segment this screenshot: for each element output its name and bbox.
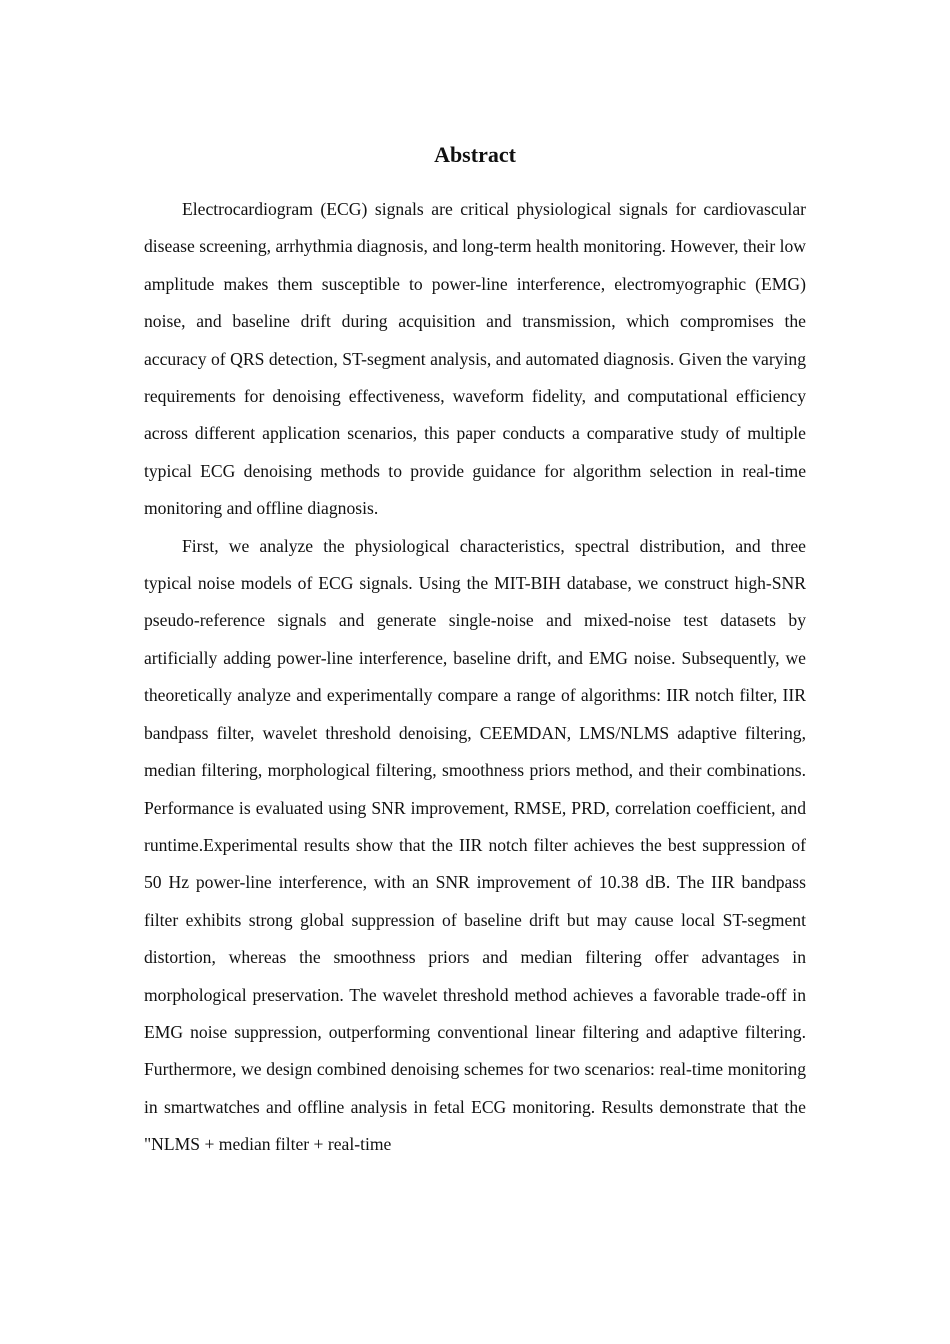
abstract-body <box>144 191 806 1164</box>
abstract-paragraph-1: Electrocardiogram (ECG) signals are critical physiological signals for cardiovascular disease screening, arrhythmia diagnosis, and long-term health monitoring. However, their low amplitude makes them susceptible to power-line interference, electromyographic (EMG) noise, and baseline drift during acquisition and transmission, which compromises the accuracy of QRS detection, ST-segment analysis, and automated diagnosis. Given the varying requirements for denoising effectiveness, waveform fidelity, and computational efficiency across different application scenarios, this paper conducts a comparative study of multiple typical ECG denoising methods to provide guidance for algorithm selection in real-time monitoring and offline diagnosis. <box>144 199 806 519</box>
abstract-paragraph-2: First, we analyze the physiological characteristics, spectral distribution, and three typical noise models of ECG signals. Using the MIT-BIH database, we construct high-SNR pseudo-reference signals and generate single-noise and mixed-noise test datasets by artificially adding power-line interference, baseline drift, and EMG noise. Subsequently, we theoretically analyze and experimentally compare a range of algorithms: IIR notch filter, IIR bandpass filter, wavelet threshold denoising, CEEMDAN, LMS/NLMS adaptive filtering, median filtering, morphological filtering, smoothness priors method, and their combinations. Performance is evaluated using SNR improvement, RMSE, PRD, correlation coefficient, and runtime.Experimental results show that the IIR notch filter achieves the best suppression of 50 Hz power-line interference, with an SNR improvement of 10.38 dB. The IIR bandpass filter exhibits strong global suppression of baseline drift but may cause local ST-segment distortion, whereas the smoothness priors and median filtering offer advantages in morphological preservation. The wavelet threshold method achieves a favorable trade-off in EMG noise suppression, outperforming conventional linear filtering and adaptive filtering. Furthermore, we design combined denoising schemes for two scenarios: real-time monitoring in smartwatches and offline analysis in fetal ECG monitoring. Results demonstrate that the "NLMS + median filter + real-time <box>144 535 806 1155</box>
abstract-title: Abstract <box>434 141 516 167</box>
